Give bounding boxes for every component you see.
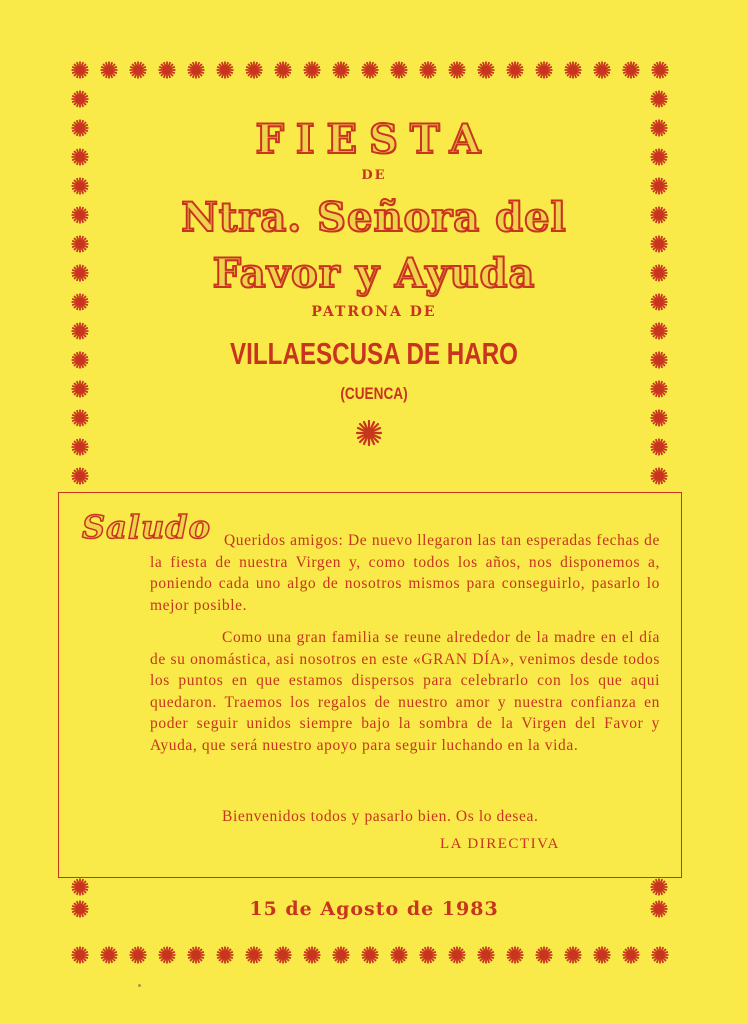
- fiesta-title: FIESTA: [255, 116, 493, 163]
- greeting-paragraph-1: Queridos amigos: De nuevo llegaron las tan esperadas fechas de la fiesta de nuestra Virgen y, como todos los años, nos disponemos a, poniendo cada uno algo de nosotros mismos para conseguirlo, pasarlo lo mejor posible.: [150, 532, 660, 614]
- star-ornament-icon: [354, 418, 384, 448]
- signature: LA DIRECTIVA: [440, 836, 560, 852]
- event-date: 15 de Agosto de 1983: [249, 898, 499, 920]
- virgin-name-line2: Favor y Ayuda: [212, 250, 536, 297]
- paper-speck: [138, 984, 141, 987]
- town-name: VILLAESCUSA DE HARO: [230, 336, 518, 371]
- patron-label: PATRONA DE: [311, 304, 437, 320]
- region-name: (CUENCA): [340, 384, 408, 403]
- greeting-paragraph-2: Como una gran familia se reune alrededor de la madre en el día de su onomástica, asi nosotros en este «GRAN DÍA», venimos desde todos los puntos en que estamos dispersos para celebrarlo con los que aqui quedaron. Traemos los regalos de nuestro amor y nuestra confianza en poder seguir unidos siempre bajo la sombra de la Virgen del Favor y Ayuda, que será nuestro apoyo para seguir luchando en la vida.: [150, 629, 660, 754]
- greeting-heading: Saludo: [82, 508, 211, 546]
- welcome-line: Bienvenidos todos y pasarlo bien. Os lo desea.: [222, 808, 539, 825]
- virgin-name-line1: Ntra. Señora del: [181, 194, 567, 241]
- title-connector: DE: [361, 168, 387, 183]
